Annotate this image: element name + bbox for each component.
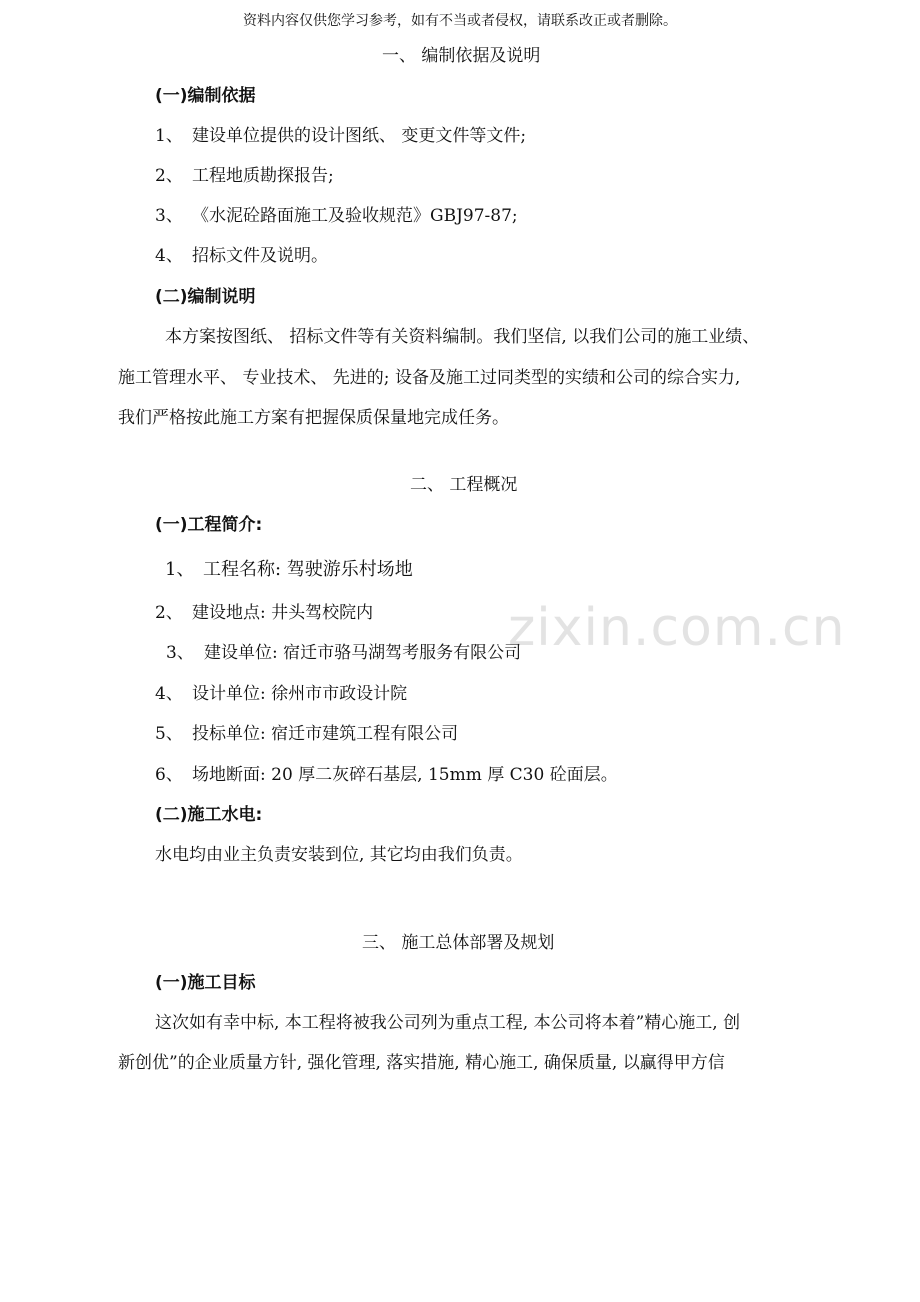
section-heading-3: 三、 施工总体部署及规划: [362, 933, 555, 953]
list-item: 1、 建设单位提供的设计图纸、 变更文件等文件;: [155, 126, 527, 146]
paragraph-line: 水电均由业主负责安装到位, 其它均由我们负责。: [155, 845, 523, 865]
paragraph-line: 施工管理水平、 专业技术、 先进的; 设备及施工过同类型的实绩和公司的综合实力,: [118, 368, 741, 388]
paragraph-line: 这次如有幸中标, 本工程将被我公司列为重点工程, 本公司将本着”精心施工, 创: [155, 1013, 741, 1033]
subheading-notes: (二)编制说明: [155, 287, 256, 307]
list-item: 4、 设计单位: 徐州市市政设计院: [155, 684, 408, 704]
disclaimer-notice: 资料内容仅供您学习参考，如有不当或者侵权，请联系改正或者删除。: [243, 13, 677, 29]
list-item: 4、 招标文件及说明。: [155, 246, 328, 266]
paragraph-line: 我们严格按此施工方案有把握保质保量地完成任务。: [118, 408, 509, 428]
list-item: 3、 《水泥砼路面施工及验收规范》GBJ97-87;: [155, 206, 518, 226]
section-heading-1: 一、 编制依据及说明: [382, 46, 541, 66]
watermark-text: zixin.com.cn: [508, 598, 846, 658]
list-item: 3、 建设单位: 宿迁市骆马湖驾考服务有限公司: [166, 643, 522, 663]
subheading-utilities: (二)施工水电:: [155, 805, 263, 825]
list-item: 2、 建设地点: 井头驾校院内: [155, 603, 374, 623]
list-item: 1、 工程名称: 驾驶游乐村场地: [165, 559, 413, 580]
list-item: 2、 工程地质勘探报告;: [155, 166, 334, 186]
section-heading-2: 二、 工程概况: [410, 475, 518, 495]
subheading-basis: (一)编制依据: [155, 86, 256, 106]
subheading-intro: (一)工程简介:: [155, 515, 263, 535]
list-item: 6、 场地断面: 20 厚二灰碎石基层, 15mm 厚 C30 砼面层。: [155, 765, 618, 785]
list-item: 5、 投标单位: 宿迁市建筑工程有限公司: [155, 724, 459, 744]
paragraph-line: 本方案按图纸、 招标文件等有关资料编制。我们坚信, 以我们公司的施工业绩、: [165, 327, 760, 347]
subheading-goals: (一)施工目标: [155, 973, 256, 993]
paragraph-line: 新创优”的企业质量方针, 强化管理, 落实措施, 精心施工, 确保质量, 以赢得甲方信: [118, 1053, 725, 1073]
